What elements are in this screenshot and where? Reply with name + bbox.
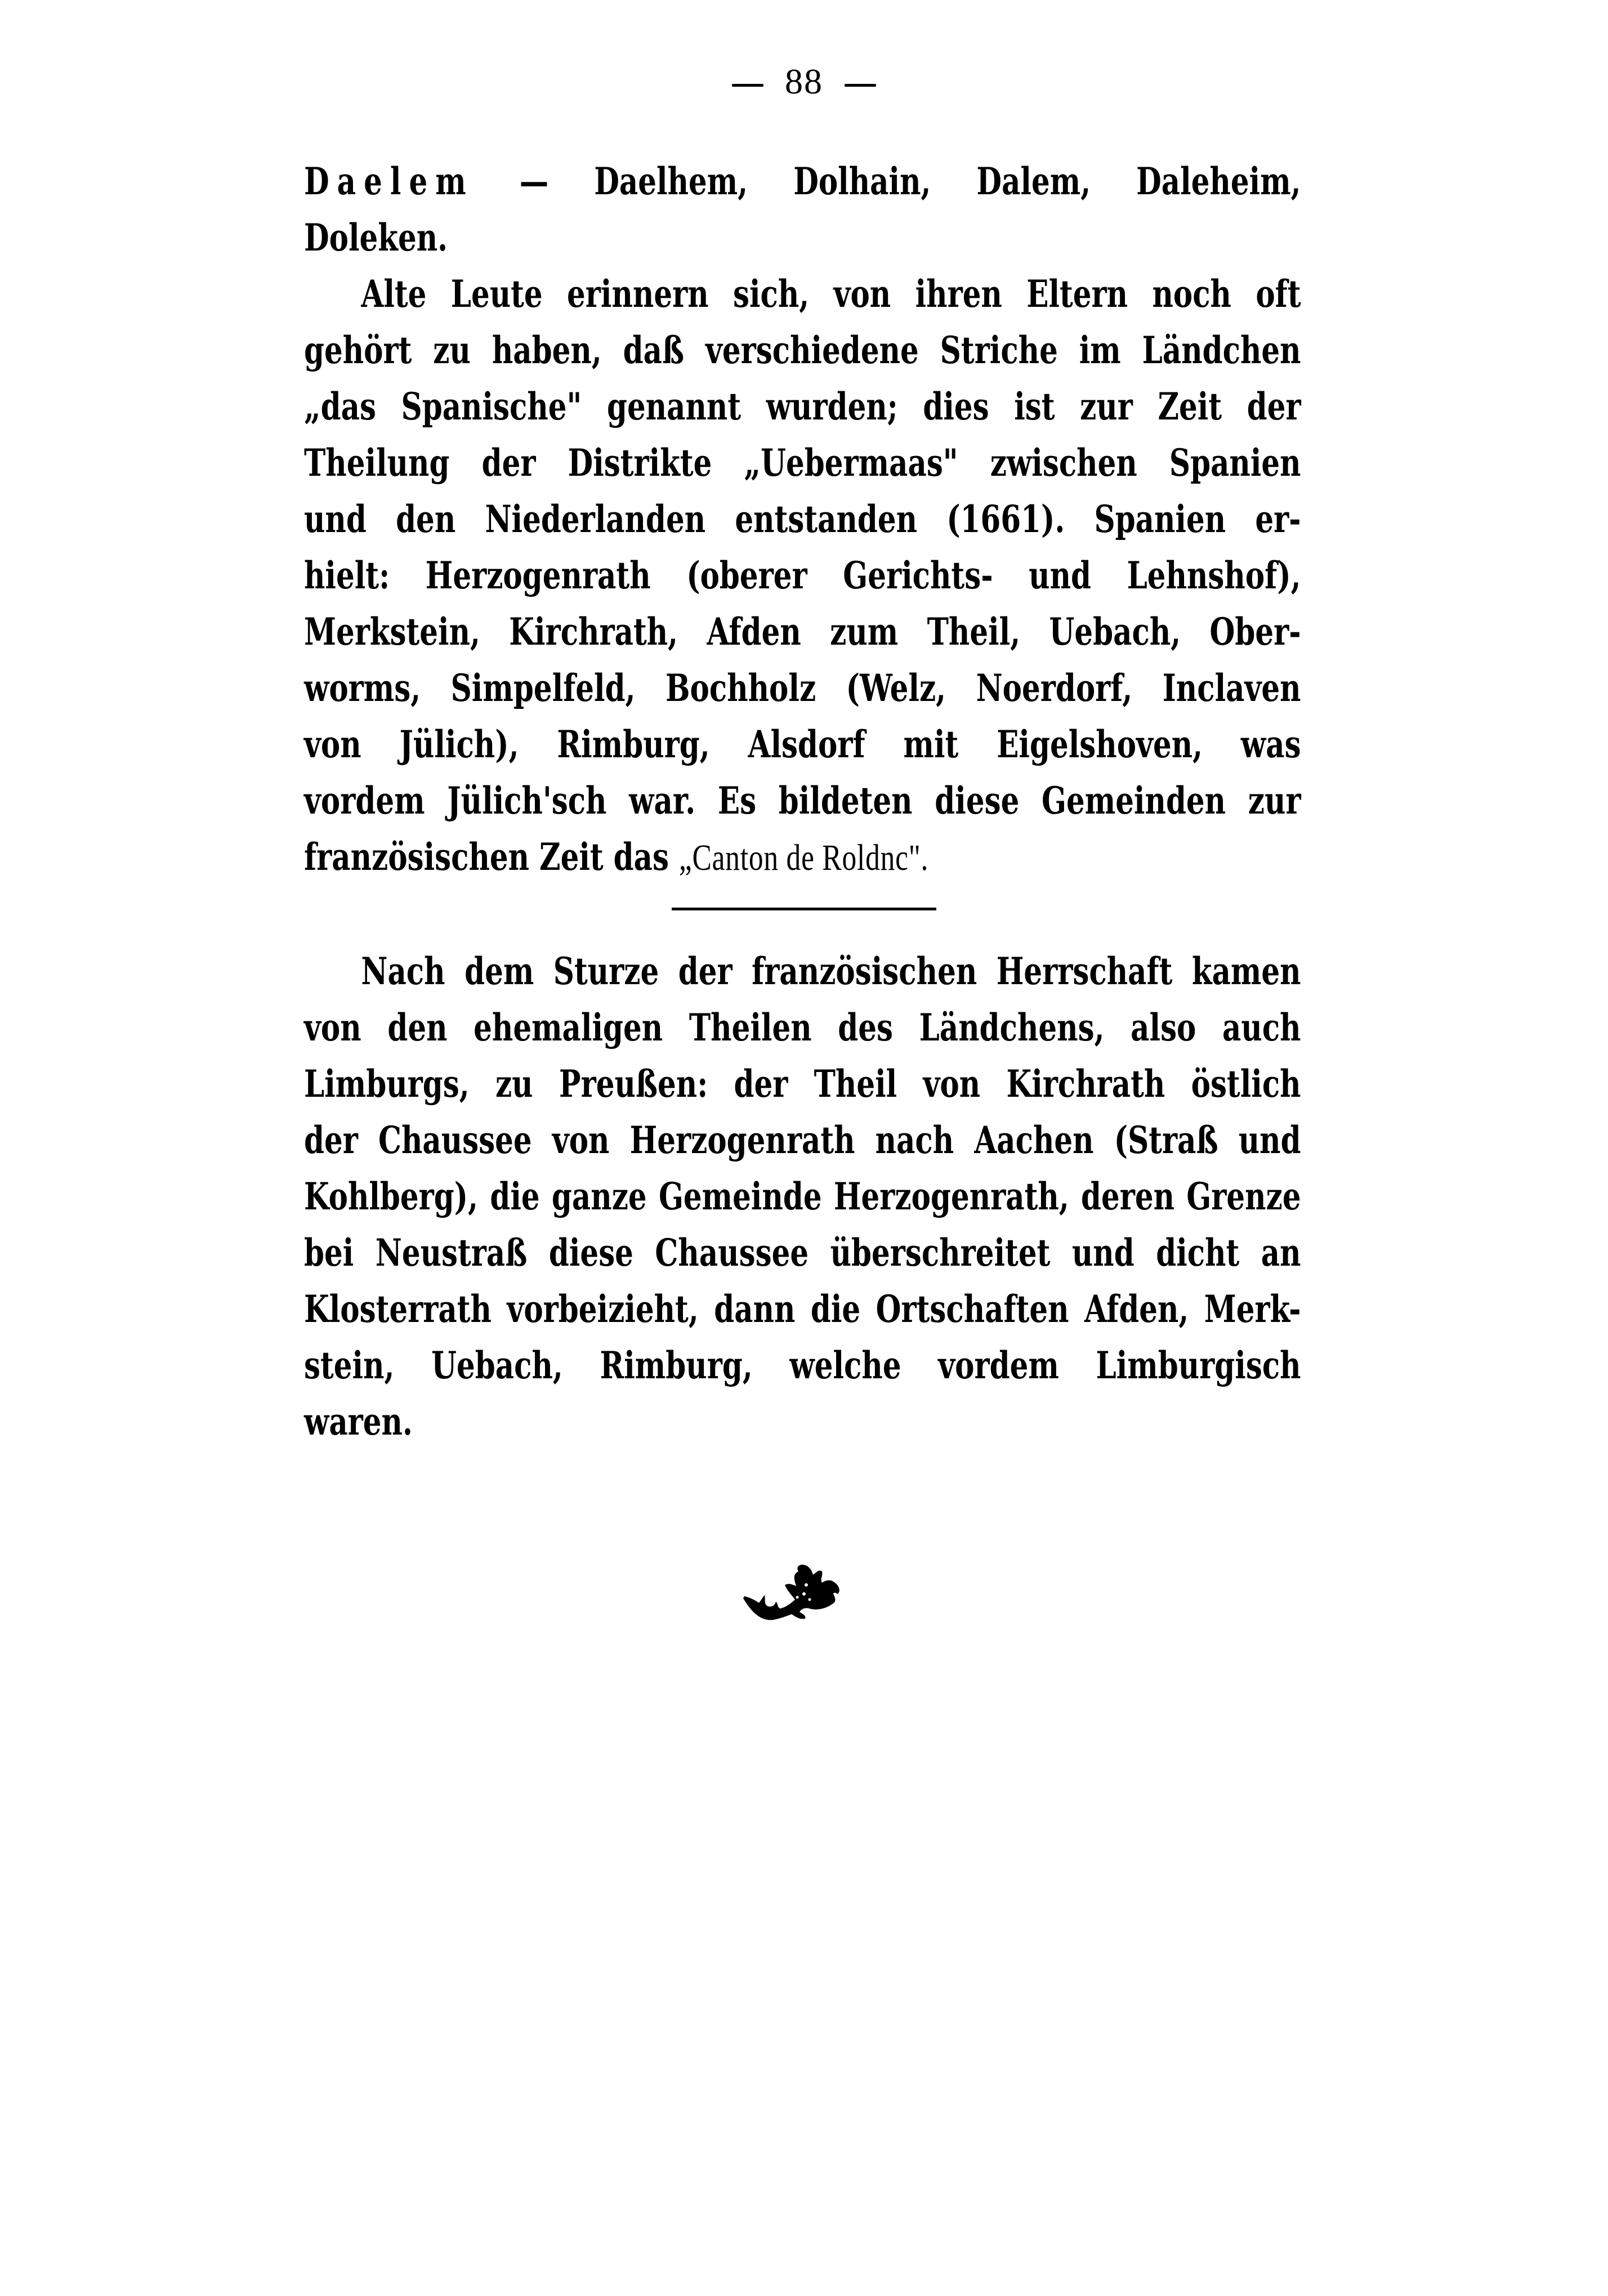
text-line: worms, Simpelfeld, Bochholz (Welz, Noerdorf, Inclaven: [304, 666, 1301, 710]
text-line: Alte Leute erinnern sich, von ihren Eltern noch oft: [361, 272, 1301, 316]
text-line: vordem Jülich'sch war. Es bildeten diese Gemeinden zur: [304, 779, 1301, 823]
text-line: und den Niederlanden entstanden (1661). Spanien er-: [304, 497, 1301, 541]
page-number-dash-right: [845, 84, 876, 87]
text-line: Limburgs, zu Preußen: der Theil von Kirchrath östlich: [304, 1062, 1301, 1106]
text-line: Merkstein, Kirchrath, Afden zum Theil, Uebach, Ober-: [304, 610, 1301, 654]
text-line: Theilung der Distrikte „Uebermaas" zwischen Spanien: [304, 441, 1301, 485]
section-divider: [672, 908, 936, 910]
text-line: der Chaussee von Herzogenrath nach Aachen (Straß und: [304, 1118, 1301, 1162]
text-line: hielt: Herzogenrath (oberer Gerichts- und Lehnshof),: [304, 553, 1301, 597]
headword: Daelem: [304, 159, 474, 203]
floral-vignette-icon: [743, 1562, 856, 1630]
text-line: von Jülich), Rimburg, Alsdorf mit Eigelshoven, was: [304, 722, 1301, 766]
text-line: Klosterrath vorbeizieht, dann die Ortschaften Afden, Merk-: [304, 1287, 1301, 1331]
canton-name: „Canton de Roldnc".: [678, 837, 929, 878]
text-line: Kohlberg), die ganze Gemeinde Herzogenrath, deren Grenze: [304, 1174, 1301, 1218]
page-number-value: 88: [785, 61, 823, 101]
page-number-dash-left: [732, 84, 763, 87]
text-line: „das Spanische" genannt wurden; dies ist zur Zeit der: [304, 385, 1301, 428]
paragraph-daelem: [304, 153, 1301, 885]
text-line: Nach dem Sturze der französischen Herrschaft kamen: [361, 949, 1301, 993]
page-number: [0, 59, 1608, 104]
text-line: Daelem — Daelhem, Dolhain, Dalem, Daleheim,: [304, 159, 1301, 203]
text-line: französischen Zeit das „Canton de Roldnc".: [304, 835, 929, 879]
text-line: Doleken.: [304, 216, 448, 260]
text-line: gehört zu haben, daß verschiedene Striche im Ländchen: [304, 328, 1301, 372]
text-line: waren.: [304, 1400, 413, 1444]
text-line: bei Neustraß diese Chaussee überschreitet und dicht an: [304, 1231, 1301, 1275]
text-line: von den ehemaligen Theilen des Ländchens, also auch: [304, 1006, 1301, 1049]
paragraph-prussia: [304, 943, 1301, 1450]
text-line: stein, Uebach, Rimburg, welche vordem Limburgisch: [304, 1343, 1301, 1387]
